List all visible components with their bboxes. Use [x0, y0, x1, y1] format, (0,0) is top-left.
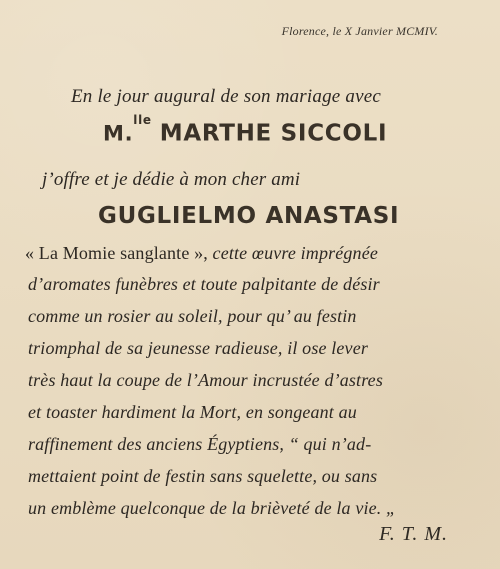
paragraph-line-9: un emblème quelconque de la brièveté de la vie. „	[28, 498, 397, 518]
bride-title-prefix: M.	[103, 121, 134, 146]
intro-line: En le jour augural de son mariage avec	[71, 86, 381, 107]
paragraph-line-1-rest: cette œuvre imprégnée	[207, 243, 378, 263]
friend-name: GUGLIELMO ANASTASI	[98, 203, 400, 229]
paragraph-line-6: et toaster hardiment la Mort, en songeant au	[28, 402, 357, 422]
bride-name: MARTHE SICCOLI	[159, 120, 388, 147]
paragraph-line-3: comme un rosier au soleil, pour qu’ au festin	[28, 306, 357, 326]
paragraph-line-1-quoted: « La Momie sanglante »,	[25, 243, 208, 263]
paragraph-line-1	[25, 244, 378, 262]
bride-name-line	[103, 113, 388, 147]
paragraph-line-4: triomphal de sa jeunesse radieuse, il ose lever	[28, 338, 368, 358]
bride-title-suffix: lle	[133, 113, 152, 127]
paragraph-line-8: mettaient point de festin sans squelette, ou sans	[28, 466, 378, 486]
dedication-line: j’offre et je dédie à mon cher ami	[42, 169, 301, 190]
paragraph-line-7: raffinement des anciens Égyptiens, “ qui n’ad-	[28, 434, 372, 454]
signature: F. T. M.	[379, 523, 448, 545]
dateline: Florence, le X Janvier MCMIV.	[281, 24, 438, 38]
paragraph-line-2: d’aromates funèbres et toute palpitante de désir	[28, 274, 380, 294]
paragraph-line-5: très haut la coupe de l’Amour incrustée d’astres	[28, 370, 383, 390]
